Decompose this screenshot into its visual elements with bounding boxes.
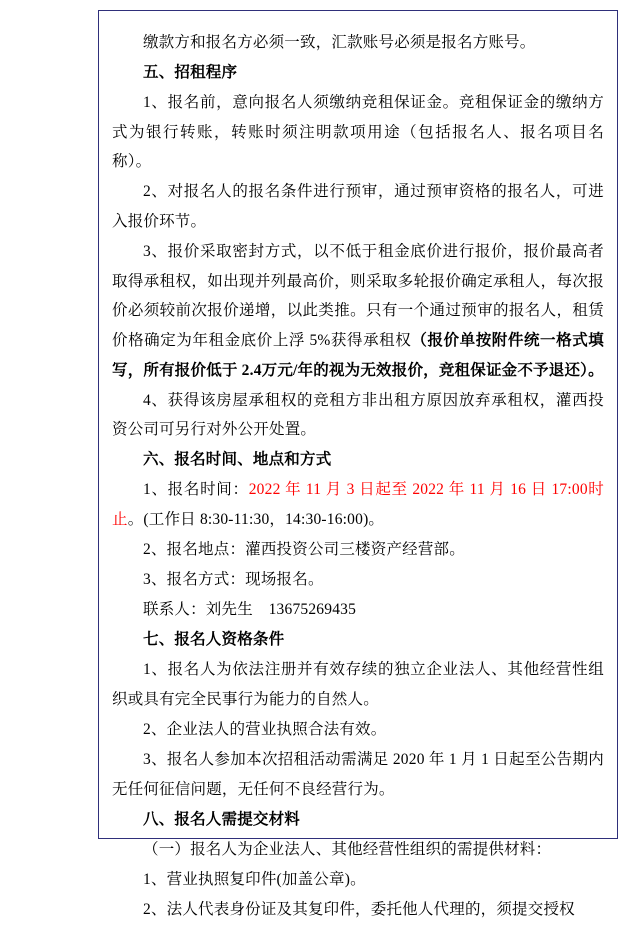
paragraph-materials-1 [112, 865, 604, 895]
paragraph-qualification-1 [112, 655, 604, 714]
paragraph-item-2-prequalification [112, 177, 604, 236]
paragraph-contact [112, 595, 604, 625]
paragraph-payment-account [112, 28, 604, 58]
text-run: 3、报名方式：现场报名。 [143, 571, 324, 589]
text-run: 缴款方和报名方必须一致，汇款账号必须是报名方账号。 [143, 34, 536, 51]
text-run: 2、法人代表身份证及其复印件，委托他人代理的，须提交授权 [143, 901, 575, 919]
heading-section-seven [112, 625, 604, 655]
paragraph-item-3-bidding [112, 237, 604, 385]
heading-section-five [112, 58, 604, 88]
text-run: 4、获得该房屋承租权的竞租方非出租方原因放弃承租权，灌西投资公司可另行对外公开处置。 [112, 391, 604, 439]
heading-section-eight [112, 805, 604, 835]
text-run: 3、报价采取密封方式，以不低于租金底价进行报价，报价最高者取得承租权，如出现并列最高价，则采取多轮报价确定承租人，每次报价必须较前次报价递增，以此类推。只有一个通过预审的报名人，租赁价格确定为年租金底价上浮 5%获得承租权 [112, 243, 604, 349]
text-run: 2、报名地点：灌西投资公司三楼资产经营部。 [143, 541, 465, 559]
text-run: 五、招租程序 [143, 64, 238, 82]
paragraph-registration-place [112, 535, 604, 565]
text-run: （报价单按附件统一格式填写，所有报价低于 2.4万元/年的视为无效报价，竞租保证金不予退还）。 [112, 331, 604, 379]
text-run: 2022 年 11 月 3 日起至 2022 年 11 月 16 日 17:00时止 [112, 481, 605, 528]
text-run: 1、报名人为依法注册并有效存续的独立企业法人、其他经营性组织或具有完全民事行为能力的自然人。 [112, 661, 604, 709]
text-run: 1、报名前，意向报名人须缴纳竞租保证金。竞租保证金的缴纳方式为银行转账，转账时须注明款项用途（包括报名人、报名项目名称）。 [112, 94, 604, 171]
paragraph-materials-2 [112, 895, 604, 925]
text-run: （一）报名人为企业法人、其他经营性组织的需提供材料： [143, 841, 552, 859]
document-body [112, 28, 604, 925]
paragraph-registration-time [112, 475, 604, 534]
paragraph-item-1-deposit [112, 88, 604, 177]
text-run: 2、对报名人的报名条件进行预审，通过预审资格的报名人，可进入报价环节。 [112, 183, 604, 231]
text-run: 八、报名人需提交材料 [143, 810, 301, 828]
text-run: 3、报名人参加本次招租活动需满足 2020 年 1 月 1 日起至公告期内无任何征信问题，无任何不良经营行为。 [112, 751, 604, 798]
heading-section-six [112, 445, 604, 475]
paragraph-qualification-2 [112, 715, 604, 745]
text-run: 。(工作日 8:30-11:30，14:30-16:00)。 [127, 511, 385, 528]
text-run: 六、报名时间、地点和方式 [143, 451, 332, 469]
text-run: 1、报名时间： [143, 481, 249, 499]
text-run: 1、营业执照复印件(加盖公章)。 [143, 871, 366, 889]
paragraph-registration-method [112, 565, 604, 595]
text-run: 2、企业法人的营业执照合法有效。 [143, 721, 387, 739]
text-run: 七、报名人资格条件 [143, 631, 285, 649]
paragraph-item-4-abandon [112, 386, 604, 445]
paragraph-qualification-3 [112, 745, 604, 804]
paragraph-materials-intro [112, 835, 604, 865]
text-run: 联系人：刘先生 13675269435 [143, 601, 357, 619]
